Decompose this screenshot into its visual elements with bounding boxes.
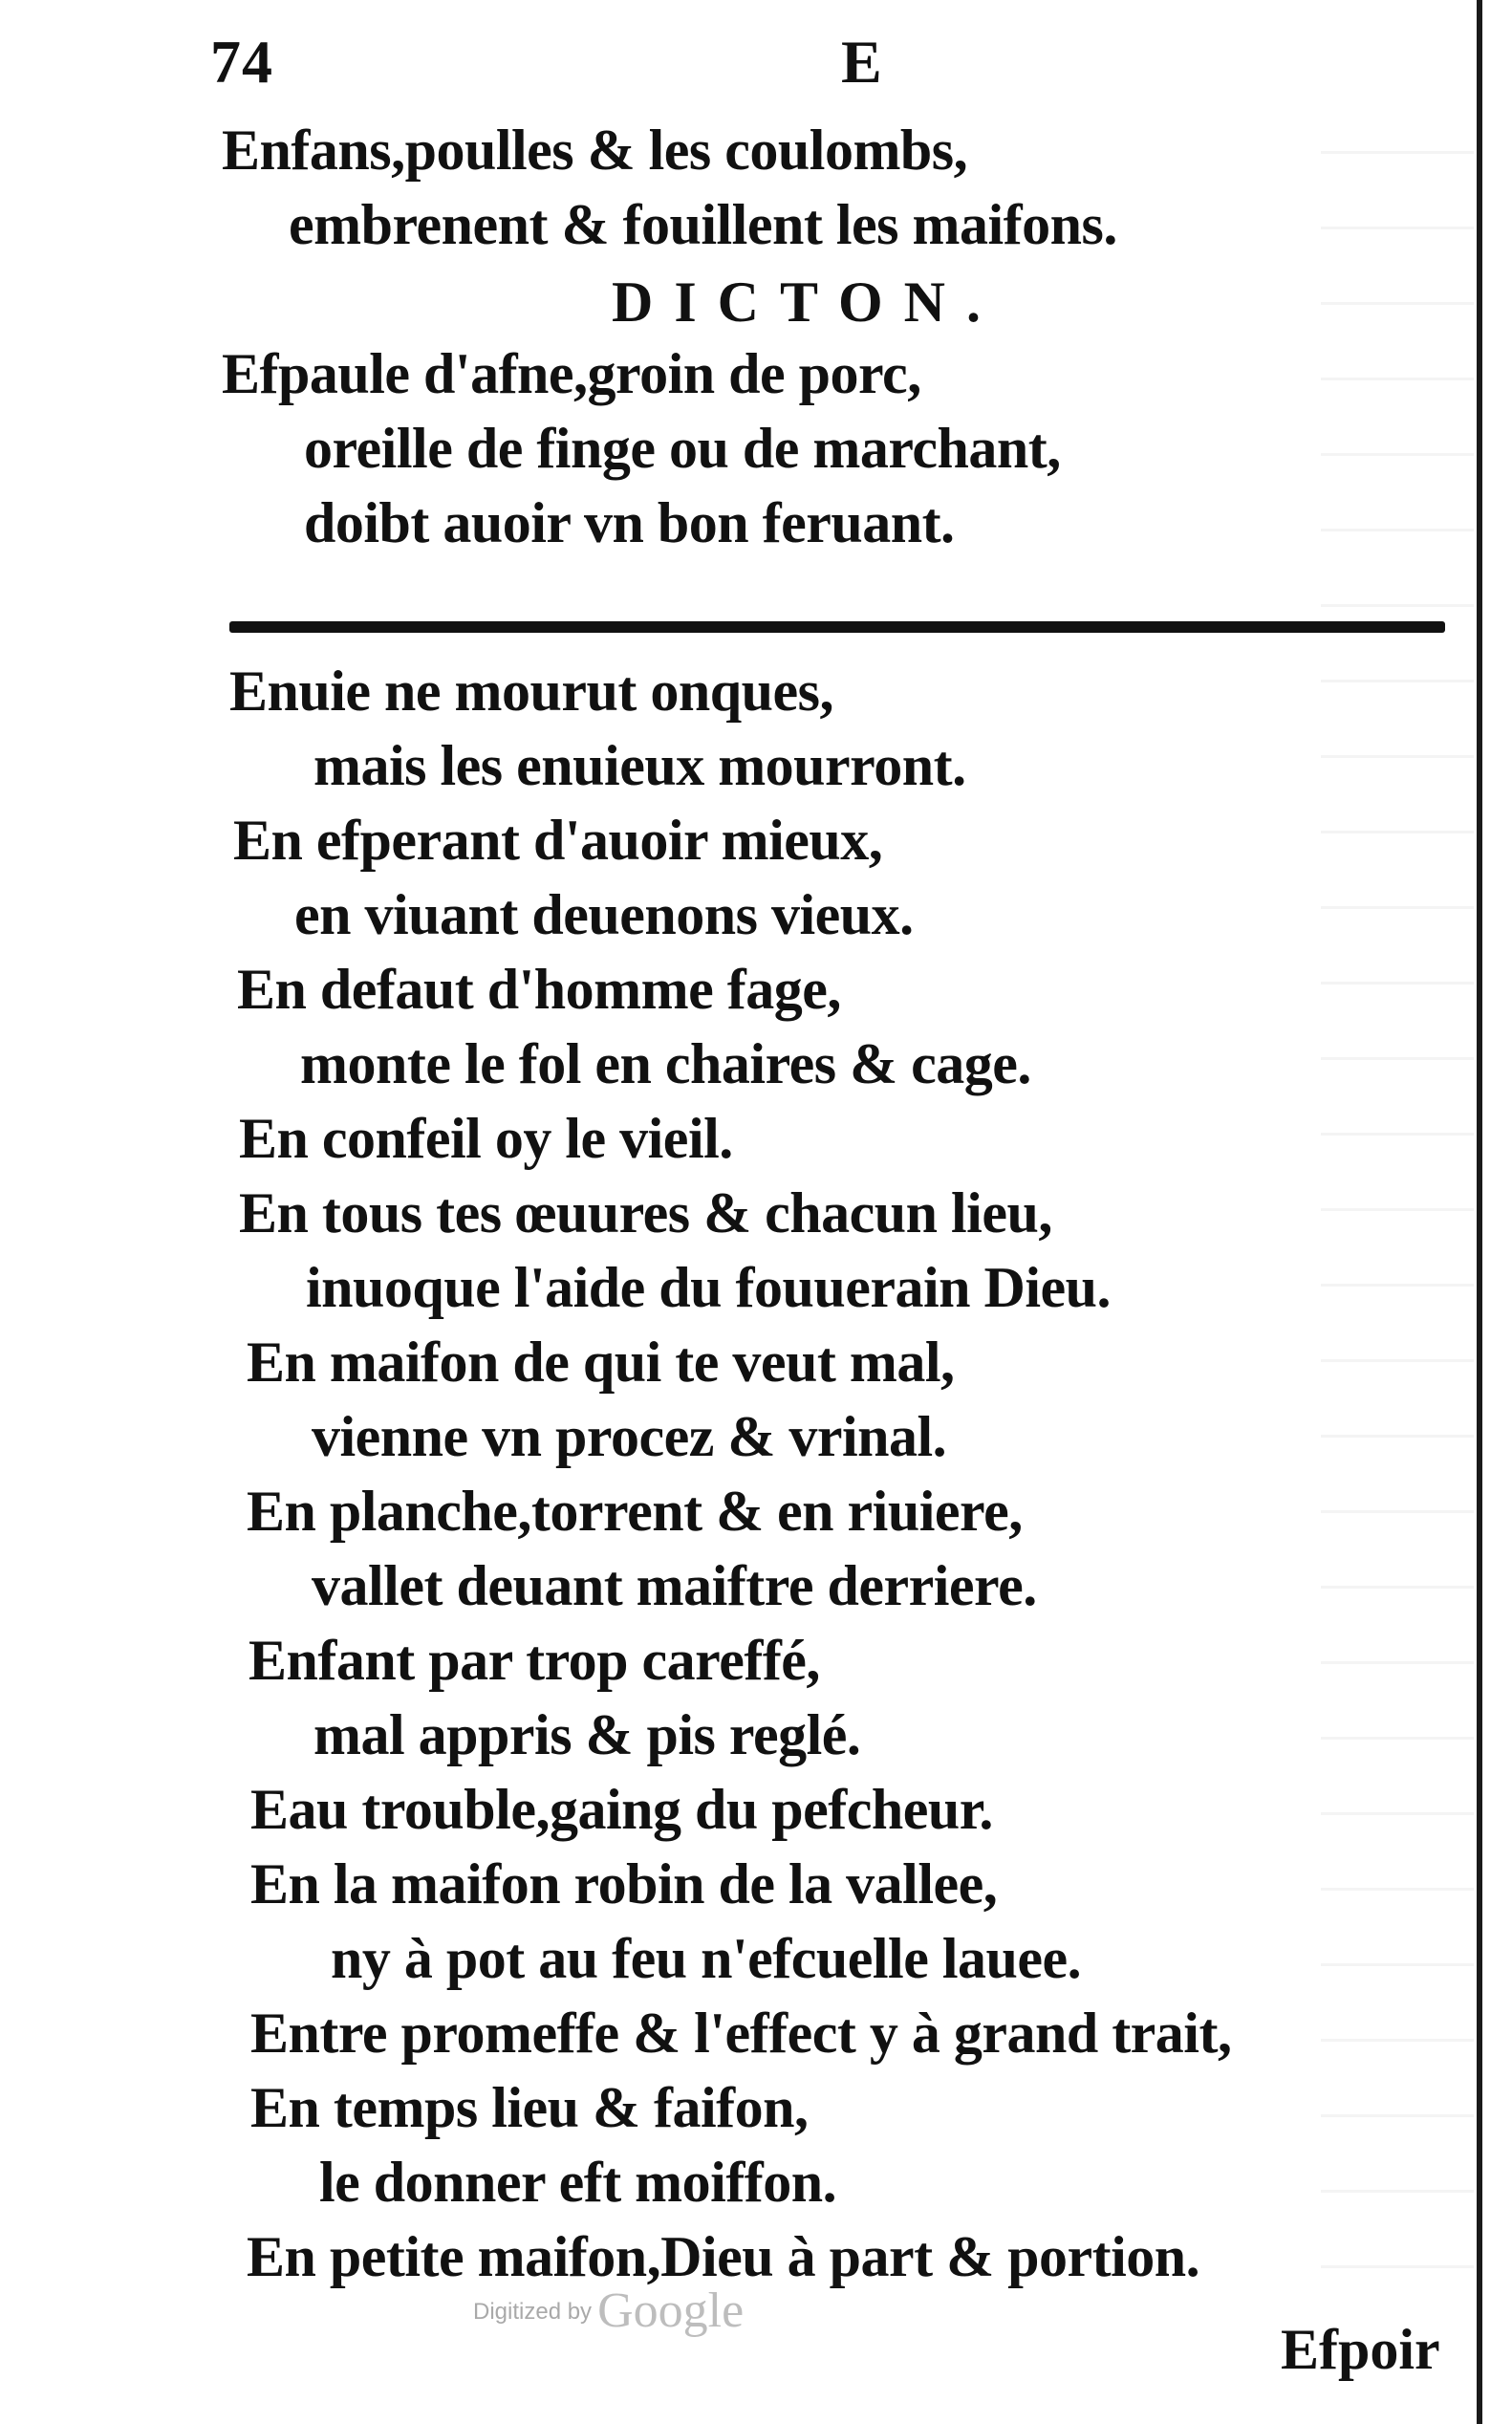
text-line: doibt auoir vn bon feruant. bbox=[304, 491, 955, 554]
proverb-line: Enuie ne mourut onques, bbox=[229, 660, 833, 723]
catchword: Efpoir bbox=[1281, 2318, 1440, 2381]
proverb-line: ny à pot au feu n'efcuelle lauee. bbox=[331, 1927, 1082, 1990]
watermark-prefix: Digitized by bbox=[473, 2299, 593, 2325]
proverb-line: inuoque l'aide du fouuerain Dieu. bbox=[306, 1256, 1112, 1319]
proverb-line: En defaut d'homme fage, bbox=[237, 958, 841, 1021]
show-through-marks bbox=[1321, 115, 1474, 2313]
text-line: Enfans,poulles & les coulombs, bbox=[222, 119, 968, 182]
proverb-line: En tous tes œuures & chacun lieu, bbox=[239, 1181, 1052, 1244]
proverb-line: Enfant par trop careffé, bbox=[248, 1629, 820, 1692]
page-header bbox=[0, 19, 1512, 105]
proverb-line: En efperant d'auoir mieux, bbox=[233, 809, 883, 872]
proverb-line: vallet deuant maiftre derriere. bbox=[312, 1554, 1037, 1617]
proverb-line: En planche,torrent & en riuiere, bbox=[247, 1480, 1023, 1543]
page-edge-line bbox=[1477, 0, 1482, 2424]
proverb-line: En petite maifon,Dieu à part & portion. bbox=[247, 2225, 1200, 2288]
proverb-line: En maifon de qui te veut mal, bbox=[247, 1331, 955, 1394]
proverb-line: le donner eft moiffon. bbox=[319, 2151, 837, 2214]
proverb-line: en viuant deuenons vieux. bbox=[294, 883, 914, 946]
text-line: oreille de finge ou de marchant, bbox=[304, 417, 1061, 480]
digitization-watermark bbox=[473, 2283, 744, 2339]
proverb-line: vienne vn procez & vrinal. bbox=[312, 1405, 947, 1468]
page-number: 74 bbox=[210, 28, 273, 96]
proverb-line: mais les enuieux mourront. bbox=[313, 734, 966, 797]
proverb-line: En temps lieu & faifon, bbox=[250, 2076, 809, 2139]
proverb-line: monte le fol en chaires & cage. bbox=[300, 1032, 1031, 1095]
proverb-line: En la maifon robin de la vallee, bbox=[250, 1852, 998, 1915]
watermark-brand: Google bbox=[597, 2283, 745, 2338]
horizontal-rule bbox=[229, 621, 1445, 633]
text-line: embrenent & fouillent les maifons. bbox=[289, 193, 1117, 256]
section-heading: DICTON. bbox=[612, 271, 1002, 334]
proverb-line: Entre promeffe & l'effect y à grand trait, bbox=[250, 2002, 1232, 2065]
proverb-line: En confeil oy le vieil. bbox=[239, 1107, 733, 1170]
proverb-line: mal appris & pis reglé. bbox=[313, 1703, 861, 1766]
proverb-line: Eau trouble,gaing du pefcheur. bbox=[250, 1778, 993, 1841]
text-line: Efpaule d'afne,groin de porc, bbox=[222, 342, 921, 405]
running-head-letter: E bbox=[841, 28, 882, 96]
